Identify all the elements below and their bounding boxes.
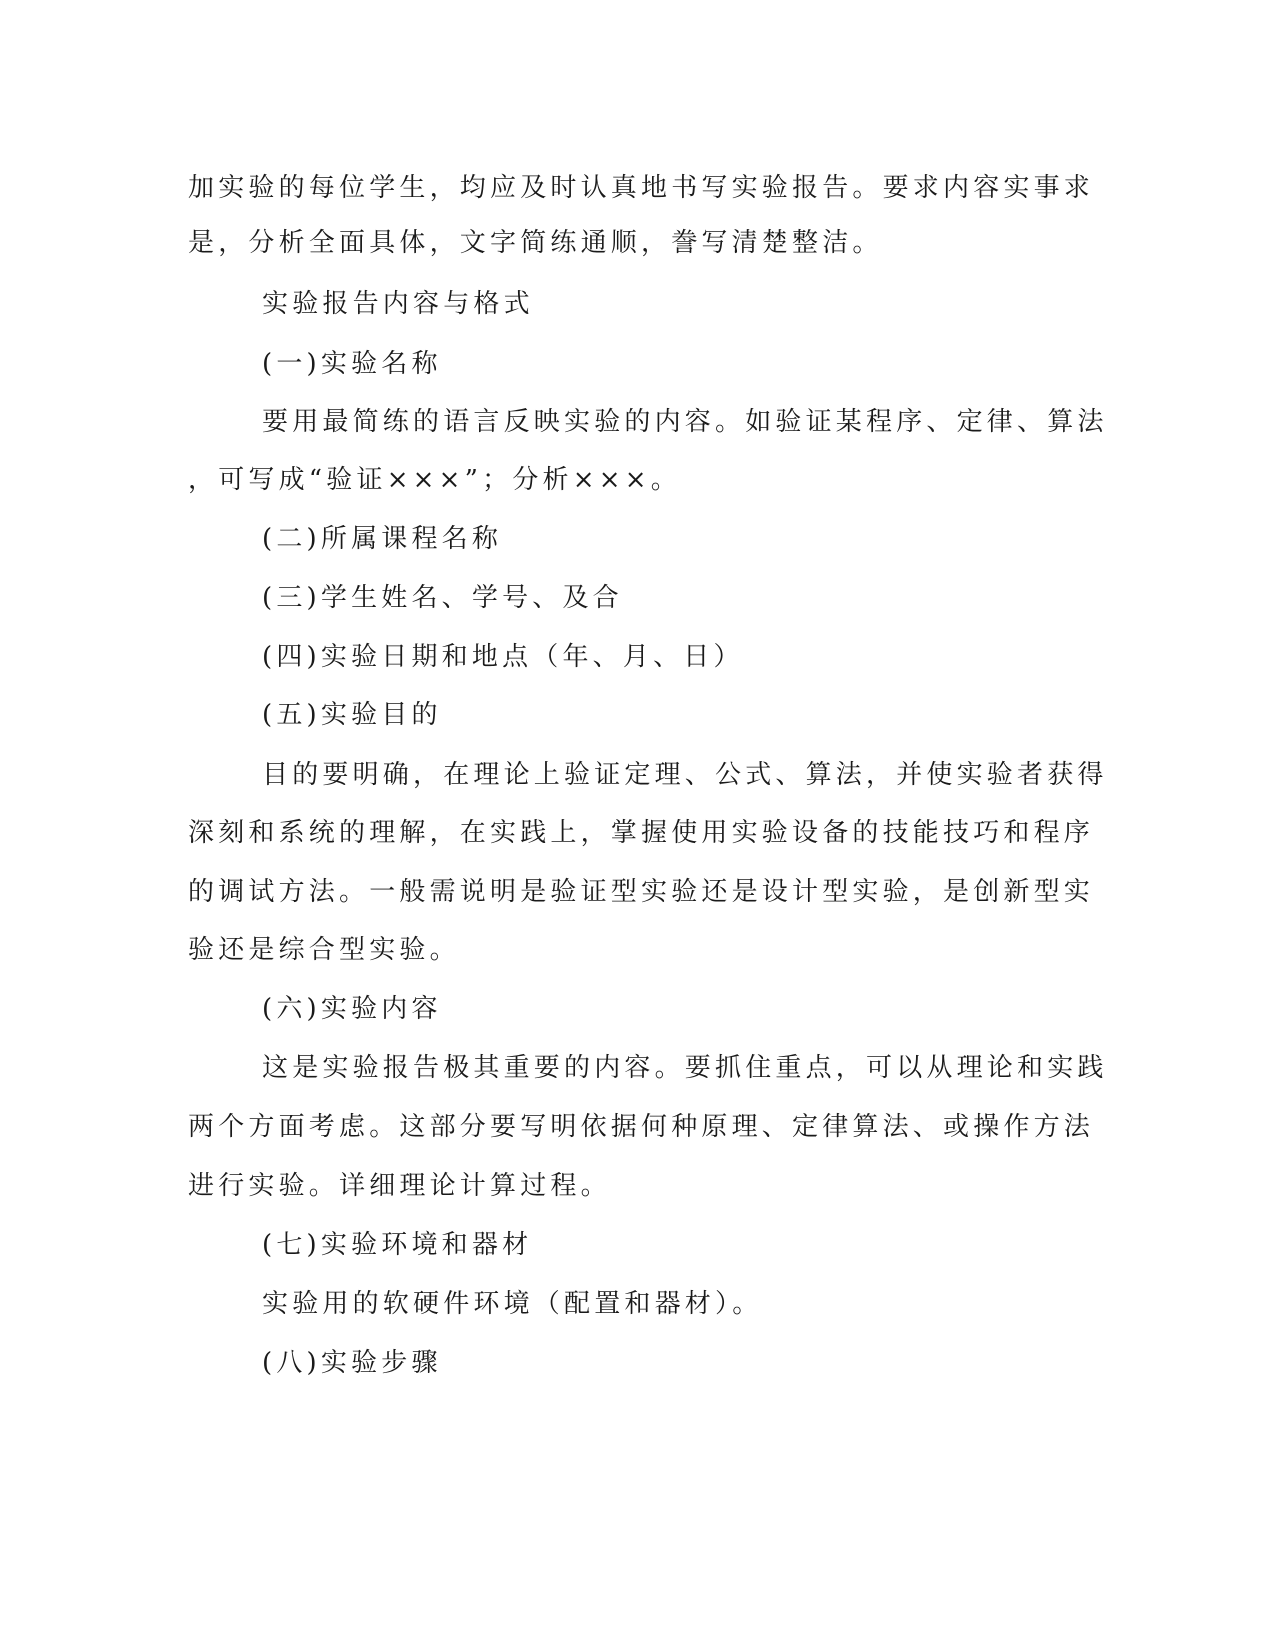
paragraph-line: 深刻和系统的理解，在实践上，掌握使用实验设备的技能技巧和程序 (188, 818, 1095, 848)
paragraph-line: 的调试方法。一般需说明是验证型实验还是设计型实验，是创新型实 (188, 877, 1095, 907)
section-heading: (四)实验日期和地点（年、月、日） (262, 642, 744, 672)
paragraph-line: 进行实验。详细理论计算过程。 (188, 1171, 611, 1201)
paragraph-line: 两个方面考虑。这部分要写明依据何种原理、定律算法、或操作方法 (188, 1112, 1095, 1142)
paragraph-line: 实验用的软硬件环境（配置和器材）。 (262, 1289, 763, 1319)
section-heading: (六)实验内容 (262, 994, 442, 1024)
section-heading: (一)实验名称 (262, 349, 442, 379)
paragraph-line: ，可写成“验证×××”；分析×××。 (188, 465, 681, 495)
paragraph-line: 是，分析全面具体，文字简练通顺，誊写清楚整洁。 (188, 228, 883, 258)
paragraph-line: 这是实验报告极其重要的内容。要抓住重点，可以从理论和实践 (262, 1053, 1108, 1083)
section-heading: (五)实验目的 (262, 700, 442, 730)
section-heading: (七)实验环境和器材 (262, 1230, 533, 1260)
section-heading: (八)实验步骤 (262, 1348, 442, 1378)
section-heading: 实验报告内容与格式 (262, 289, 534, 319)
paragraph-line: 验还是综合型实验。 (188, 935, 460, 965)
paragraph-line: 要用最简练的语言反映实验的内容。如验证某程序、定律、算法 (262, 407, 1108, 437)
paragraph-line: 加实验的每位学生，均应及时认真地书写实验报告。要求内容实事求 (188, 173, 1095, 203)
section-heading: (二)所属课程名称 (262, 524, 503, 554)
paragraph-line: 目的要明确，在理论上验证定理、公式、算法，并使实验者获得 (262, 760, 1108, 790)
section-heading: (三)学生姓名、学号、及合 (262, 583, 623, 613)
